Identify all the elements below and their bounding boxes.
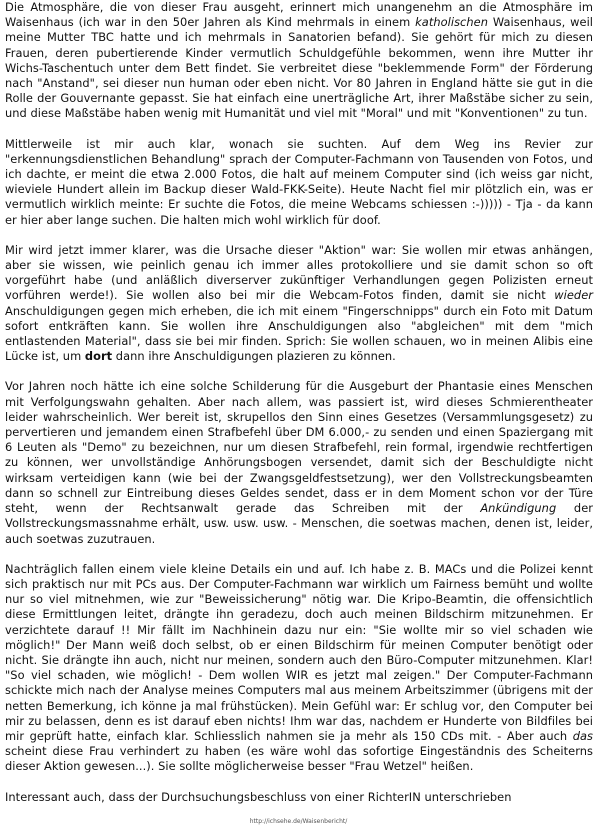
bold-text: dort — [84, 349, 113, 364]
italic-text: Ankündigung — [480, 501, 557, 516]
paragraph-cause-of-action — [5, 243, 593, 365]
text-run: Die Atmosphäre, die von dieser Frau ausgeht, erinnert mich unangenehm an die Atmosphäre im Waisenhaus (ich war in den 50er Jahren als Kind mehrmals in einem — [5, 0, 593, 30]
paragraph-details-afterwards — [5, 562, 593, 775]
footer-url: http://ichsehe.de/Waisenbericht/ — [249, 818, 348, 825]
text-run: Mittlerweile ist mir auch klar, wonach sie suchten. Auf dem Weg ins Revier zur "erkennungsdienstlichen Behandlung" sprach der Computer-Fachmann von Tausenden von Fotos, und ich dachte, er meint die etwa 2.000 Fotos, die halt auf meinem Computer sind (ich weiss gar nicht, wieviele Hundert allein im Backup dieser Wald-FKK-Seite). Heute Nacht fiel mir plötzlich ein, was er vermutlich wirklich meinte: Er suchte die Fotos, die meine Webcams schiessen :-))))) - Tja - da kann er hier aber lange suchen. Die halten mich wohl wirklich für doof. — [5, 136, 593, 227]
paragraph-search-warrant — [5, 790, 593, 805]
text-run: Anschuldigungen gegen mich erheben, die ich mit einem "Fingerschnipps" durch ein Foto mit Datum sofort entkräften kann. Sie wollen ihre Anschuldigungen also "abgleichen" mit dem "mich entlastenden Material", dass sie bei mir finden. Sprich: Sie wollen schauen, wo in meinen Alibis eine Lücke ist, um — [5, 303, 593, 364]
italic-text: katholischen — [415, 15, 488, 30]
text-run: Mir wird jetzt immer klarer, was die Ursache dieser "Aktion" war: Sie wollen mir etwas anhängen, aber sie wissen, wie peinlich genau ich immer alles protokolliere und sie damit schon so oft vorgeführt habe (und anläßlich diverserver zukünftiger Verhandlungen gegen Polizisten erneut vorführen werde!). Sie wollen also bei mir die Webcam-Fotos finden, damit sie nicht — [5, 242, 593, 303]
text-run: der Vollstreckungsmassnahme erhält, usw. usw. usw. - Menschen, die soetwas machen, denen ist, leider, auch soetwas zuzutrauen. — [5, 501, 593, 546]
paragraph-what-they-searched — [5, 137, 593, 228]
paragraph-persecution — [5, 379, 593, 546]
text-run: Waisenhaus, weil meine Mutter TBC hatte und ich mehrmals in Sanatorien befand). Sie gehört für mich zu diesen Frauen, deren pubertierende Kinder vermutlich Schuldgefühle bekommen, wenn ihre Mutter ihr Wichs-Taschentuch unter dem Bett findet. Sie verbreitet diese "beklemmende Form" der Förderung nach "Anstand", sei dieser nun human oder eben nicht. Vor 80 Jahren in England hätte sie gut in die Rolle der Gouvernante gepasst. Sie hat einfach eine unerträgliche Art, ihrer Maßstäbe sicher zu sein, und diese Maßstäbe haben wenig mit Humanität und viel mit "Moral" und mit "Konventionen" zu tun. — [5, 15, 594, 121]
text-run: Interessant auch, dass der Durchsuchungsbeschluss von einer RichterIN unterschrieben — [5, 789, 512, 804]
italic-text: das — [572, 728, 593, 743]
paragraph-orphanage-atmosphere — [5, 0, 593, 122]
text-run: dann ihre Anschuldigungen plazieren zu können. — [112, 349, 396, 364]
document-body — [5, 0, 593, 805]
text-run: scheint diese Frau verhindert zu haben (es wäre wohl das sofortige Eingeständnis des Scheiterns dieser Aktion gewesen...). Sie sollte möglicherweise besser "Frau Wetzel" heißen. — [5, 744, 593, 774]
italic-text: wieder — [554, 288, 593, 303]
text-run: Nachträglich fallen einem viele kleine Details ein und auf. Ich habe z. B. MACs und die Polizei kennt sich praktisch nur mit PCs aus. Der Computer-Fachmann war wirklich um Fairness bemüht und wollte nur so viel mitnehmen, wie zur "Beweissicherung" nötig war. Die Kripo-Beamtin, die offensichtlich diese Ermittlungen leitet, drängte ihn geradezu, doch auch meinen Bildschirm mitzunehmen. Er verzichtete darauf !! Mir fällt im Nachhinein dazu nur ein: "Sie wollte mir so viel schaden wie möglich!" Der Mann weiß doch selbst, ob er einen Bildschirm für meinen Computer benötigt oder nicht. Sie drängte ihn auch, nicht nur meinen, sondern auch den Büro-Computer mitzunehmen. Klar! "So viel schaden, wie möglich! - Dem wollen WIR es jetzt mal zeigen." Der Computer-Fachmann schickte mich nach der Analyse meines Computers mal aus meinem Arbeitszimmer (übrigens mit der netten Bemerkung, ich könne ja mal frühstücken). Mein Gefühl war: Er schlug vor, den Computer bei mir zu belassen, denn es ist darauf eben nichts! Ihm war das, nachdem er Hunderte von Bildfiles bei mir geprüft hatte, einfach klar. Schliesslich nahmen sie ja mehr als 150 CDs mit. - Aber auch — [5, 561, 593, 743]
text-run: Vor Jahren noch hätte ich eine solche Schilderung für die Ausgeburt der Phantasie eines Menschen mit Verfolgungswahn gehalten. Aber nach allem, was passiert ist, wird dieses Schmierentheater leider wahrscheinlich. Wer bereit ist, skrupellos den Sinn eines Gesetzes (Versammlungsgesetz) zu pervertieren und jemandem einen Strafbefehl über DM 6.000,- zu senden und einen Spaziergang mit 6 Leuten als "Demo" zu bezeichnen, nur um diesen Strafbefehl, rein formal, irgendwie rechtfertigen zu können, wer unvollständige Anhörungsbogen versendet, damit sich der Beschuldigte nicht wirksam verteidigen kann (wie bei der Zwangsgeldfestsetzung), wer den Vollstreckungsbeamten dann so schnell zur Eintreibung dieses Geldes sendet, dass er in dem Moment schon vor der Türe steht, wenn der Rechtsanwalt gerade das Schreiben mit der — [5, 379, 593, 516]
